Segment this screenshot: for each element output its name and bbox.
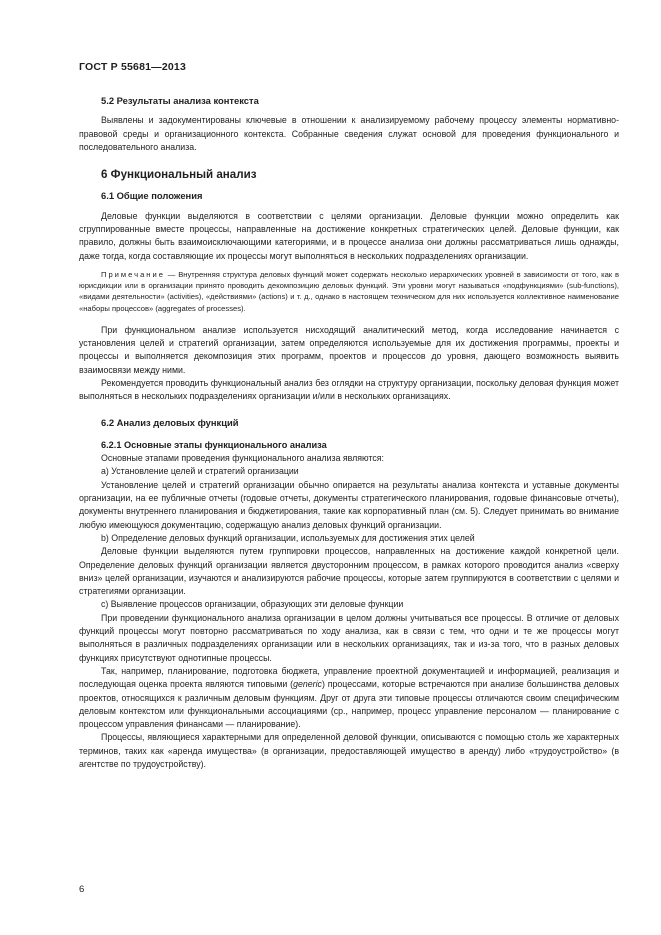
section-6-2-heading: 6.2 Анализ деловых функций [101, 416, 239, 428]
paragraph: При проведении функционального анализа организации в целом должны учитываться все процессы. В отличие от деловых функций процессы могут повторно рассматриваться по ходу анализа, как в связи с тем, что одни и те же процессы могут выполняться в различных подразделениях организации или в нескольких организациях, так и из-за того, что в разных деловых функциях присутствуют однотипные процессы. [79, 612, 619, 663]
page-number: 6 [79, 884, 85, 895]
paragraph: Рекомендуется проводить функциональный анализ без оглядки на структуру организации, поскольку деловая функция может выполняться в нескольких подразделениях организации и/или в нескольких организациях. [79, 377, 619, 402]
list-item-c: с) Выявление процессов организации, образующих эти деловые функции [101, 599, 404, 610]
document-body [79, 94, 619, 771]
note-text: — Внутренняя структура деловых функций может содержать несколько иерархических уровней в зависимости от того, как в юрисдикции или в организации принято проводить декомпозицию деловых функций. Эти уровни могут называться «подфункциями» (sub-functions), «видами деятельности» (activities), «действиями» (actions) и т. д., однако в настоящем техническом для них используется коллективное наименование «наборы процессов» (aggregates of processes). [79, 269, 619, 313]
emphasis-term: generic [293, 679, 322, 690]
section-6-2-1-heading: 6.2.1 Основные этапы функционального анализа [101, 439, 327, 450]
note-label: Примечание [101, 269, 165, 279]
paragraph: Установление целей и стратегий организации обычно опирается на результаты анализа контекста и уставные документы организации, на ее публичные отчеты (годовые отчеты, документы стратегического планирования, годовые финансовые отчеты), документы внутреннего планирования и бюджетирования, такие как корпоративный план (см. 5). Следует принимать во внимание любую имеющуюся документацию, содержащую анализ деловых функций организации. [79, 479, 619, 530]
list-item-b: b) Определение деловых функций организации, используемых для достижения этих целей [101, 532, 475, 543]
paragraph: Деловые функции выделяются в соответствии с целями организации. Деловые функции можно определить как сгруппированные вместе процессы, направленные на достижение конкретных стратегических целей. Деловые функции, как правило, должны быть взаимоисключающими категориями, и в процессе анализа они должны рассматриваться лишь однажды, даже тогда, когда составляющие их процессы могут выполняться в нескольких подразделениях организации. [79, 210, 619, 261]
paragraph: Основные этапами проведения функционального анализа являются: [101, 453, 384, 464]
paragraph: Процессы, являющиеся характерными для определенной деловой функции, описываются с помощью столь же характерных терминов, таких как «аренда имущества» (в организации, предоставляющей имущество в аренду) либо «трудоустройство» (в агентстве по трудоустройству). [79, 732, 619, 769]
section-5-2-heading: 5.2 Результаты анализа контекста [101, 95, 259, 106]
paragraph: При функциональном анализе используется нисходящий аналитический метод, когда исследование начинается с установления целей и стратегий организации, затем определяются используемые для их достижения программы, проекты и процессы и выполняется декомпозиция этих программ, проектов и процессов до уровня, дающего возможность выявить взаимосвязи между ними. [79, 324, 619, 375]
paragraph [79, 665, 619, 731]
paragraph: Деловые функции выделяются путем группировки процессов, направленных на достижение каждой конкретной цели. Определение деловых функций организации является двусторонним процессом, в рамках которого проводится анализ «сверху вниз» целей организации, изучаются и анализируются рабочие процессы, которые затем группируются в соответствии с целями и стратегиями организации. [79, 546, 619, 597]
paragraph: Выявлены и задокументированы ключевые в отношении к анализируемому рабочему процессу элементы нормативно-правовой среды и организационного контекста. Собранные сведения служат основой для проведения функционального и последовательного анализа. [79, 115, 619, 152]
section-6-heading: 6 Функциональный анализ [101, 168, 257, 182]
text-run: Так, например, планирование, подготовка бюджета, управление проектной документацией и информацией, реализация и последующая оценка проекта являются типовыми ( [79, 665, 619, 690]
note-paragraph [79, 269, 619, 314]
list-item-a: а) Установление целей и стратегий организации [101, 466, 299, 477]
text-run: ) процессами, которые встречаются при анализе большинства деловых проектов, относящихся к различным деловым функциям. Друг от друга эти типовые процессы отличаются своим специфическим деловым контекстом или функциональными ассоциациями (ср., например, процесс управление персоналом — планирование с процессом управления финансами — планирование). [79, 679, 619, 730]
document-header-title: ГОСТ Р 55681—2013 [79, 61, 187, 73]
section-6-1-heading: 6.1 Общие положения [101, 190, 203, 202]
